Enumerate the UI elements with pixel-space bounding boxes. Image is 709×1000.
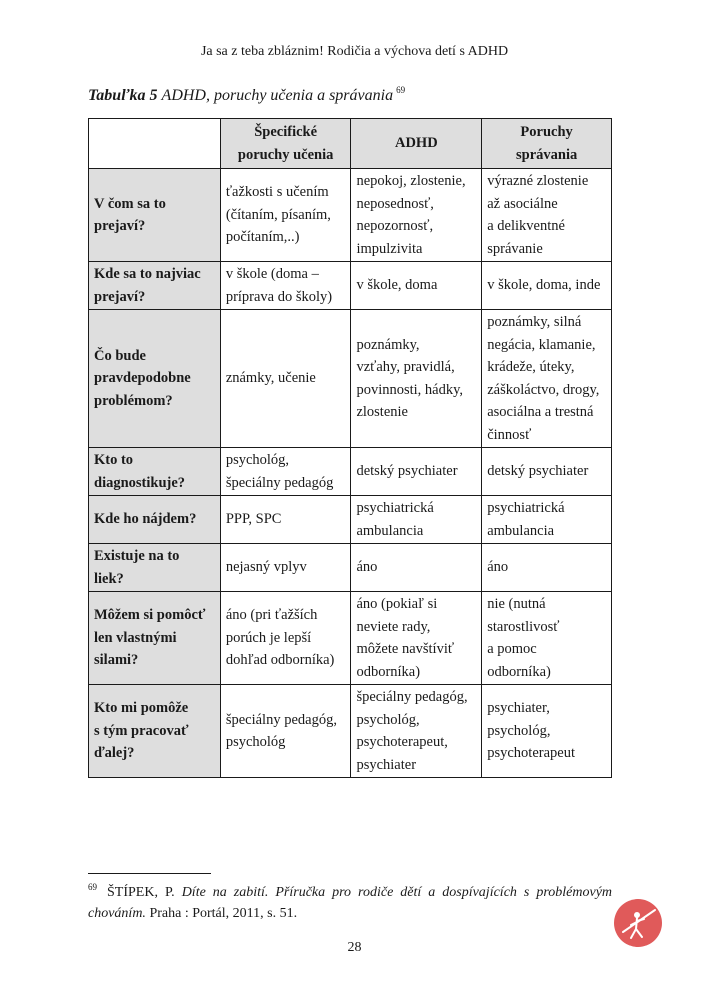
table-cell: detský psychiater xyxy=(482,448,612,496)
table-cell: detský psychiater xyxy=(351,448,482,496)
figure-with-spear-logo-icon xyxy=(613,898,663,948)
table-header-row xyxy=(89,119,612,169)
table-cell: poznámky, silná negácia, klamanie, krádeže, úteky, záškoláctvo, drogy, asociálna a trestná činnosť xyxy=(482,310,612,448)
table-row xyxy=(89,496,612,544)
row-header: Môžem si pomôcť len vlastnými silami? xyxy=(89,592,221,685)
table-cell: PPP, SPC xyxy=(220,496,351,544)
footnote-author: ŠTÍPEK, P. xyxy=(107,885,175,900)
column-header: Poruchy správania xyxy=(482,119,612,169)
table-caption xyxy=(88,85,405,105)
table-cell: v škole (doma – príprava do školy) xyxy=(220,262,351,310)
table-cell: špeciálny pedagóg, psychológ, psychoterapeut, psychiater xyxy=(351,685,482,778)
column-header: ADHD xyxy=(351,119,482,169)
table-row xyxy=(89,592,612,685)
table-row xyxy=(89,448,612,496)
table-cell: známky, učenie xyxy=(220,310,351,448)
row-header: Kto to diagnostikuje? xyxy=(89,448,221,496)
table-cell: psychiatrická ambulancia xyxy=(351,496,482,544)
footnote xyxy=(88,877,612,924)
table-cell: nepokoj, zlostenie, neposednosť, nepozornosť, impulzivita xyxy=(351,169,482,262)
table-cell: nie (nutná starostlivosť a pomoc odborníka) xyxy=(482,592,612,685)
row-header: Čo bude pravdepodobne problémom? xyxy=(89,310,221,448)
table-row xyxy=(89,544,612,592)
table-cell: poznámky, vzťahy, pravidlá, povinnosti, hádky, zlostenie xyxy=(351,310,482,448)
table-corner-cell xyxy=(89,119,221,169)
row-header: Kto mi pomôže s tým pracovať ďalej? xyxy=(89,685,221,778)
page-number: 28 xyxy=(347,940,362,955)
table-row xyxy=(89,310,612,448)
footnote-title: Díte na zabití. Příručka pro rodiče dětí a dospívajících s problémovým chováním. xyxy=(88,885,613,921)
row-header: V čom sa to prejaví? xyxy=(89,169,221,262)
table-row xyxy=(89,262,612,310)
caption-lead: Tabuľka 5 xyxy=(88,87,158,104)
caption-title: ADHD, poruchy učenia a správania xyxy=(161,87,394,104)
table-cell: áno xyxy=(482,544,612,592)
table-cell: výrazné zlostenie až asociálne a delikventné správanie xyxy=(482,169,612,262)
footnote-publisher: Praha : Portál, 2011, s. 51. xyxy=(149,906,298,921)
table-cell: áno (pokiaľ si neviete rady, môžete navštíviť odborníka) xyxy=(351,592,482,685)
table-cell: v škole, doma, inde xyxy=(482,262,612,310)
table-cell: áno (pri ťažších porúch je lepší dohľad odborníka) xyxy=(220,592,351,685)
comparison-table xyxy=(88,118,612,778)
table-row xyxy=(89,169,612,262)
table-cell: psychiater, psychológ, psychoterapeut xyxy=(482,685,612,778)
caption-footnote-ref: 69 xyxy=(396,85,406,95)
table-cell: ťažkosti s učením (čítaním, písaním, počítaním,..) xyxy=(220,169,351,262)
table-cell: psychiatrická ambulancia xyxy=(482,496,612,544)
table-cell: nejasný vplyv xyxy=(220,544,351,592)
row-header: Existuje na to liek? xyxy=(89,544,221,592)
row-header: Kde ho nájdem? xyxy=(89,496,221,544)
table-row xyxy=(89,685,612,778)
running-header: Ja sa z teba zbláznim! Rodičia a výchova detí s ADHD xyxy=(200,44,509,59)
table-cell: psychológ, špeciálny pedagóg xyxy=(220,448,351,496)
table-cell: špeciálny pedagóg, psychológ xyxy=(220,685,351,778)
footnote-divider xyxy=(88,873,211,874)
table-cell: v škole, doma xyxy=(351,262,482,310)
footnote-number: 69 xyxy=(88,882,97,892)
column-header: Špecifické poruchy učenia xyxy=(220,119,351,169)
row-header: Kde sa to najviac prejaví? xyxy=(89,262,221,310)
table-cell: áno xyxy=(351,544,482,592)
